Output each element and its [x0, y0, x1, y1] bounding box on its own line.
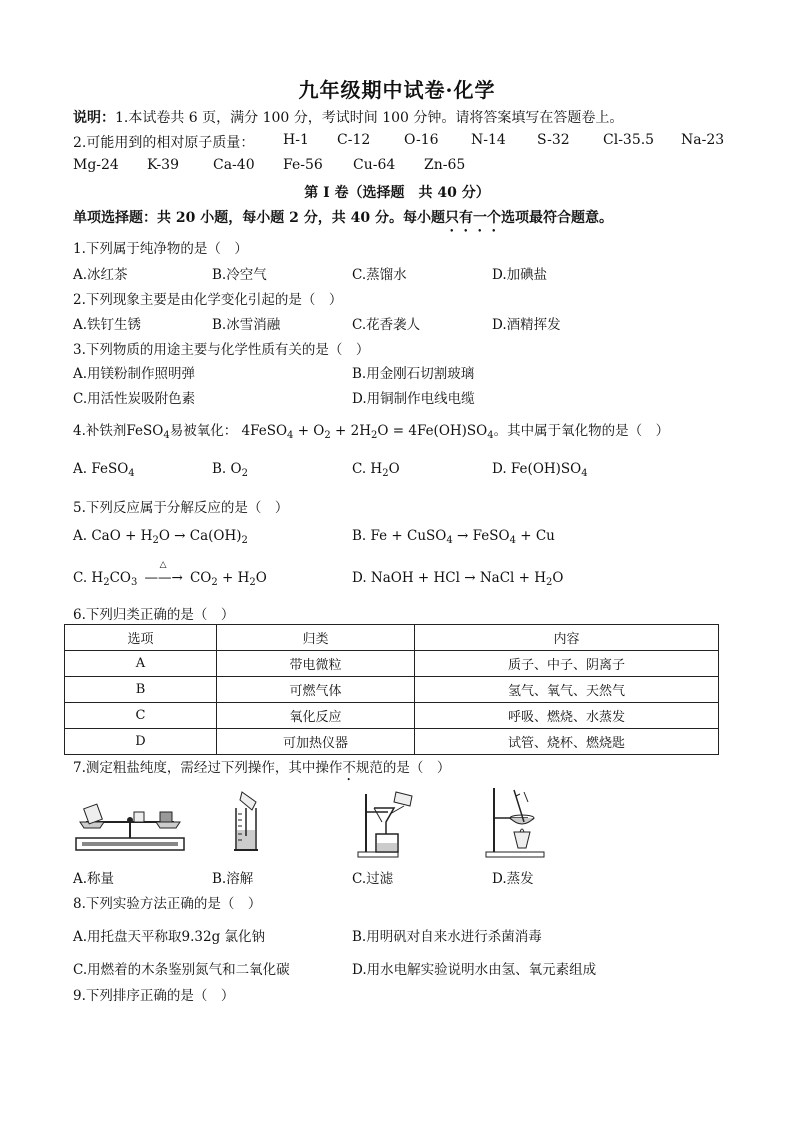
mass-Cu: Cu-64 — [353, 157, 396, 173]
q4-stem-b: 易被氧化： — [169, 423, 238, 439]
q7-option-d[interactable]: D.蒸发 — [492, 871, 534, 887]
q8-stem: 8.下列实验方法正确的是（ ） — [73, 896, 262, 912]
filtration-icon — [356, 788, 428, 858]
mass-C: C-12 — [337, 132, 371, 148]
section-title: 第 I 卷（选择题 共 40 分） — [304, 185, 490, 201]
table-cell: 可燃气体 — [217, 677, 415, 703]
mass-K: K-39 — [147, 157, 179, 173]
evaporation-icon — [484, 782, 550, 858]
q5-option-b-prefix: B. — [352, 528, 367, 544]
table-row[interactable] — [65, 677, 719, 703]
q3-option-d[interactable]: D.用铜制作电线电缆 — [352, 391, 475, 407]
q8-option-b[interactable]: B.用明矾对自来水进行杀菌消毒 — [352, 929, 542, 945]
intro-label: 说明： — [73, 110, 115, 126]
table-row[interactable] — [65, 651, 719, 677]
balance-icon — [74, 792, 186, 854]
q7-option-a[interactable]: A.称量 — [73, 871, 115, 887]
mass-Na: Na-23 — [681, 132, 725, 148]
mass-H: H-1 — [283, 132, 309, 148]
q4-stem — [73, 419, 669, 441]
instruction-emphasis: 只有一个 — [444, 210, 501, 226]
q7-stem-emphasis: 不 — [342, 760, 356, 776]
q5-option-b[interactable]: B. Fe + CuSO$_4$ → FeSO$_4$ + Cu — [352, 528, 555, 546]
q3-option-c[interactable]: C.用活性炭吸附色素 — [73, 391, 196, 407]
table-cell: 试管、烧杯、燃烧匙 — [415, 729, 719, 755]
q8-option-d[interactable]: D.用水电解实验说明水由氢、氧元素组成 — [352, 962, 597, 978]
q1-option-c[interactable]: C.蒸馏水 — [352, 267, 407, 283]
mass-Fe: Fe-56 — [283, 157, 323, 173]
table-cell: 氢气、氧气、天然气 — [415, 677, 719, 703]
q1-option-d[interactable]: D.加碘盐 — [492, 267, 548, 283]
section-instruction — [73, 207, 613, 235]
heat-symbol-icon: △ — [159, 560, 167, 570]
q6-table — [64, 624, 719, 755]
q7-stem — [73, 756, 450, 784]
q4-option-d-prefix: D. — [492, 461, 507, 477]
q5-option-d-prefix: D. — [352, 570, 367, 586]
table-header: 选项 — [65, 625, 217, 651]
mass-Ca: Ca-40 — [213, 157, 255, 173]
intro-line-1 — [73, 107, 623, 127]
mass-S: S-32 — [537, 132, 570, 148]
q4-stem-c: 。其中属于氧化物的是（ ） — [493, 423, 670, 439]
q2-option-d[interactable]: D.酒精挥发 — [492, 317, 561, 333]
q3-stem: 3.下列物质的用途主要与化学性质有关的是（ ） — [73, 342, 370, 358]
table-cell: B — [65, 677, 217, 703]
table-header-row — [65, 625, 719, 651]
table-cell: D — [65, 729, 217, 755]
table-row[interactable] — [65, 703, 719, 729]
q1-option-b[interactable]: B.冷空气 — [212, 267, 267, 283]
q5-option-c[interactable]: C. $H_2CO_3$ △ ——→ $CO_2 + H_2O$ — [73, 560, 267, 588]
table-cell: 质子、中子、阴离子 — [415, 651, 719, 677]
page-title: 九年级期中试卷·化学 — [298, 78, 496, 102]
q4-option-c[interactable]: C. $H_2O$ — [352, 461, 400, 479]
q2-option-b[interactable]: B.冰雪消融 — [212, 317, 281, 333]
q1-stem: 1.下列属于纯净物的是（ ） — [73, 241, 248, 257]
mass-N: N-14 — [471, 132, 506, 148]
table-row[interactable] — [65, 729, 719, 755]
q2-option-a[interactable]: A.铁钉生锈 — [73, 317, 142, 333]
mass-Mg: Mg-24 — [73, 157, 119, 173]
q4-equation: 4FeSO$_4$ + $O_2 + 2H_2O = 4Fe(OH)SO_4$ — [241, 423, 494, 441]
table-cell: A — [65, 651, 217, 677]
q1-option-a[interactable]: A.冰红茶 — [73, 267, 128, 283]
q9-stem: 9.下列排序正确的是（ ） — [73, 988, 235, 1004]
q8-option-a[interactable]: A.用托盘天平称取9.32g 氯化钠 — [73, 929, 266, 945]
q2-option-c[interactable]: C.花香袭人 — [352, 317, 421, 333]
q4-option-b[interactable]: B. $O_2$ — [212, 461, 248, 479]
intro-text-1: 1.本试卷共 6 页，满分 100 分，考试时间 100 分钟。请将答案填写在答题卷上。 — [115, 110, 624, 126]
q7-stem-b: 规范的是（ ） — [355, 760, 451, 776]
q7-option-c[interactable]: C.过滤 — [352, 871, 394, 887]
q6-stem: 6.下列归类正确的是（ ） — [73, 607, 235, 623]
mass-Zn: Zn-65 — [424, 157, 466, 173]
q2-stem: 2.下列现象主要是由化学变化引起的是（ ） — [73, 292, 343, 308]
q4-option-a-prefix: A. — [73, 461, 88, 477]
q7-option-b[interactable]: B.溶解 — [212, 871, 254, 887]
q4-option-c-prefix: C. — [352, 461, 367, 477]
q5-stem: 5.下列反应属于分解反应的是（ ） — [73, 500, 289, 516]
mass-O: O-16 — [404, 132, 439, 148]
q4-stem-a: 4.补铁剂 — [73, 423, 127, 439]
intro-line-2 — [73, 132, 254, 152]
table-cell: 可加热仪器 — [217, 729, 415, 755]
q4-option-b-prefix: B. — [212, 461, 227, 477]
table-header: 归类 — [217, 625, 415, 651]
q3-option-a[interactable]: A.用镁粉制作照明弹 — [73, 366, 196, 382]
table-cell: C — [65, 703, 217, 729]
q8-option-c[interactable]: C.用燃着的木条鉴别氮气和二氧化碳 — [73, 962, 290, 978]
q5-option-a[interactable]: A. CaO + $H_2O \to Ca(OH)_2$ — [73, 528, 248, 546]
table-cell: 氧化反应 — [217, 703, 415, 729]
beaker-dissolve-icon — [224, 788, 268, 856]
q5-option-c-prefix: C. — [73, 570, 88, 586]
instruction-part-b: 选项最符合题意。 — [500, 210, 613, 226]
table-cell: 呼吸、燃烧、水蒸发 — [415, 703, 719, 729]
q7-stem-a: 7.测定粗盐纯度，需经过下列操作，其中操作 — [73, 760, 343, 776]
q3-option-b[interactable]: B.用金刚石切割玻璃 — [352, 366, 475, 382]
instruction-part-a: 单项选择题：共 20 小题，每小题 2 分，共 40 分。每小题 — [73, 210, 445, 226]
mass-Cl: Cl-35.5 — [603, 132, 655, 148]
q4-formula-feso4: FeSO$_4$ — [126, 423, 170, 441]
q5-option-d[interactable]: D. NaOH + HCl → NaCl + $H_2O$ — [352, 570, 564, 588]
intro-text-2: 2.可能用到的相对原子质量： — [73, 135, 255, 151]
table-header: 内容 — [415, 625, 719, 651]
q4-option-d[interactable]: D. $Fe(OH)SO_4$ — [492, 461, 588, 479]
q4-option-a[interactable]: A. FeSO$_4$ — [73, 461, 135, 479]
table-cell: 带电微粒 — [217, 651, 415, 677]
q5-option-a-prefix: A. — [73, 528, 88, 544]
